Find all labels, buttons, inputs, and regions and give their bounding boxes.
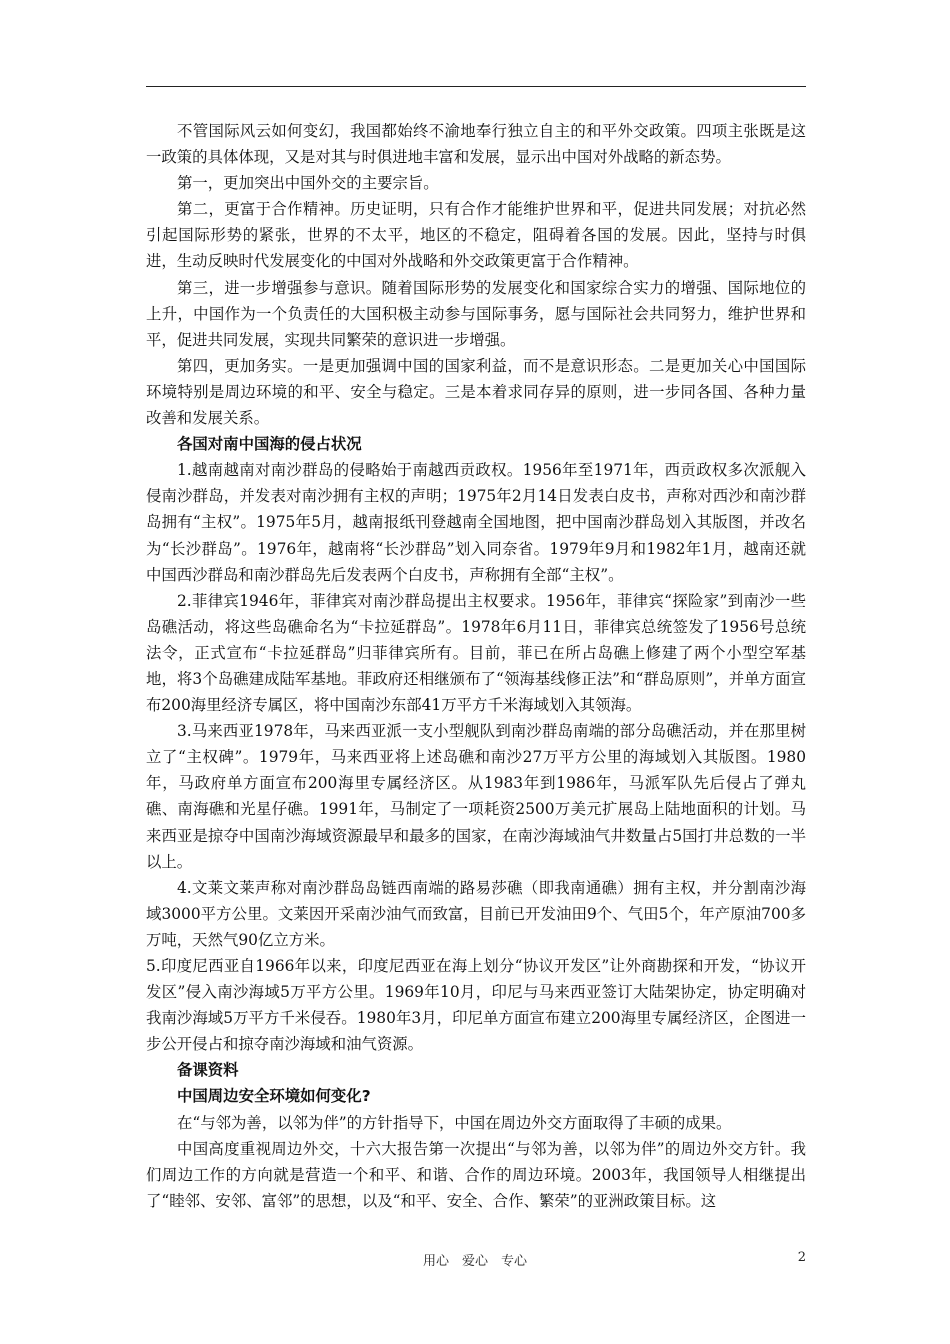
paragraph-philippines: 2.菲律宾1946年，菲律宾对南沙群岛提出主权要求。1956年，菲律宾“探险家”到南沙一些岛礁活动，将这些岛礁命名为“卡拉延群岛”。1978年6月11日，菲律宾总统签发了1956号总统法令，正式宣布“卡拉延群岛”归菲律宾所有。目前，菲已在所占岛礁上修建了两个小型空军基地，将3个岛礁建成陆军基地。菲政府还相继颁布了“领海基线修正法”和“群岛原则”，并单方面宣布200海里经济专属区，将中国南沙东部41万平方千米海域划入其领海。 (146, 591, 806, 715)
paragraph-malaysia: 3.马来西亚1978年，马来西亚派一支小型舰队到南沙群岛南端的部分岛礁活动，并在那里树立了“主权碑”。1979年，马来西亚将上述岛礁和南沙27万平方公里的海域划入其版图。1980年，马政府单方面宣布200海里专属经济区。从1983年到1986年，马派军队先后侵占了弹丸礁、南海礁和光星仔礁。1991年，马制定了一项耗资2500万美元扩展岛上陆地面积的计划。马来西亚是掠夺中国南沙海域资源最早和最多的国家，在南沙海域油气井数量占5国打井总数的一半以上。 (146, 722, 806, 871)
paragraph-point-four: 第四，更加务实。一是更加强调中国的国家利益，而不是意识形态。二是更加关心中国国际环境特别是周边环境的和平、安全与稳定。三是本着求同存异的原则，进一步同各国、各种力量改善和发展关系。 (146, 356, 806, 428)
paragraph-neighbor-diplomacy: 中国高度重视周边外交，十六大报告第一次提出“与邻为善，以邻为伴”的周边外交方针。我们周边工作的方向就是营造一个和平、和谐、合作的周边环境。2003年，我国领导人相继提出了“睦邻、安邻、富邻”的思想，以及“和平、安全、合作、繁荣”的亚洲政策目标。这 (146, 1139, 806, 1210)
header-rule (146, 86, 806, 87)
paragraph-vietnam: 1.越南越南对南沙群岛的侵略始于南越西贡政权。1956年至1971年，西贡政权多次派舰入侵南沙群岛，并发表对南沙拥有主权的声明；1975年2月14日发表白皮书，声称对西沙和南沙群岛拥有“主权”。1975年5月，越南报纸刊登越南全国地图，把中国南沙群岛划入其版图，并改名为“长沙群岛”。1976年，越南将“长沙群岛”划入同奈省。1979年9月和1982年1月，越南还就中国西沙群岛和南沙群岛先后发表两个白皮书，声称拥有全部“主权”。 (146, 461, 806, 584)
page-number: 2 (797, 1250, 806, 1265)
section-heading-occupation: 各国对南中国海的侵占状况 (177, 435, 362, 454)
section-heading-materials: 备课资料 (177, 1061, 239, 1080)
paragraph-policy-summary: 不管国际风云如何变幻，我国都始终不渝地奉行独立自主的和平外交政策。四项主张既是这一政策的具体体现，又是对其与时俱进地丰富和发展，显示出中国对外战略的新态势。 (146, 122, 806, 167)
paragraph-point-three: 第三，进一步增强参与意识。随着国际形势的发展变化和国家综合实力的增强、国际地位的上升，中国作为一个负责任的大国积极主动参与国际事务，愿与国际社会共同努力，维护世界和平，促进共同发展，实现共同繁荣的意识进一步增强。 (146, 278, 806, 349)
paragraph-point-one: 第一，更加突出中国外交的主要宗旨。 (177, 174, 439, 193)
paragraph-point-two: 第二，更富于合作精神。历史证明，只有合作才能维护世界和平，促进共同发展；对抗必然引起国际形势的紧张，世界的不太平，地区的不稳定，阻碍着各国的发展。因此，坚持与时俱进，生动反映时代发展变化的中国对外战略和外交政策更富于合作精神。 (146, 200, 806, 271)
paragraph-neighbor-policy: 在“与邻为善，以邻为伴”的方针指导下，中国在周边外交方面取得了丰硕的成果。 (177, 1113, 732, 1132)
document-body (146, 118, 806, 1214)
paragraph-indonesia: 5.印度尼西亚自1966年以来，印度尼西亚在海上划分“协议开发区”让外商勘探和开发，“协议开发区”侵入南沙海域5万平方公里。1969年10月，印尼与马来西亚签订大陆架协定，协定明确对我南沙海域5万平方千米侵吞。1980年3月，印尼单方面宣布建立200海里专属经济区，企图进一步公开侵占和掠夺南沙海域和油气资源。 (146, 957, 806, 1054)
paragraph-brunei: 4.文莱文莱声称对南沙群岛岛链西南端的路易莎礁（即我南通礁）拥有主权，并分割南沙海域3000平方公里。文莱因开采南沙油气而致富，目前已开发油田9个、气田5个，年产原油700多万吨，天然气90亿立方米。 (146, 878, 806, 949)
section-heading-security: 中国周边安全环境如何变化? (177, 1087, 371, 1106)
footer-motto: 用心 爱心 专心 (422, 1254, 527, 1269)
